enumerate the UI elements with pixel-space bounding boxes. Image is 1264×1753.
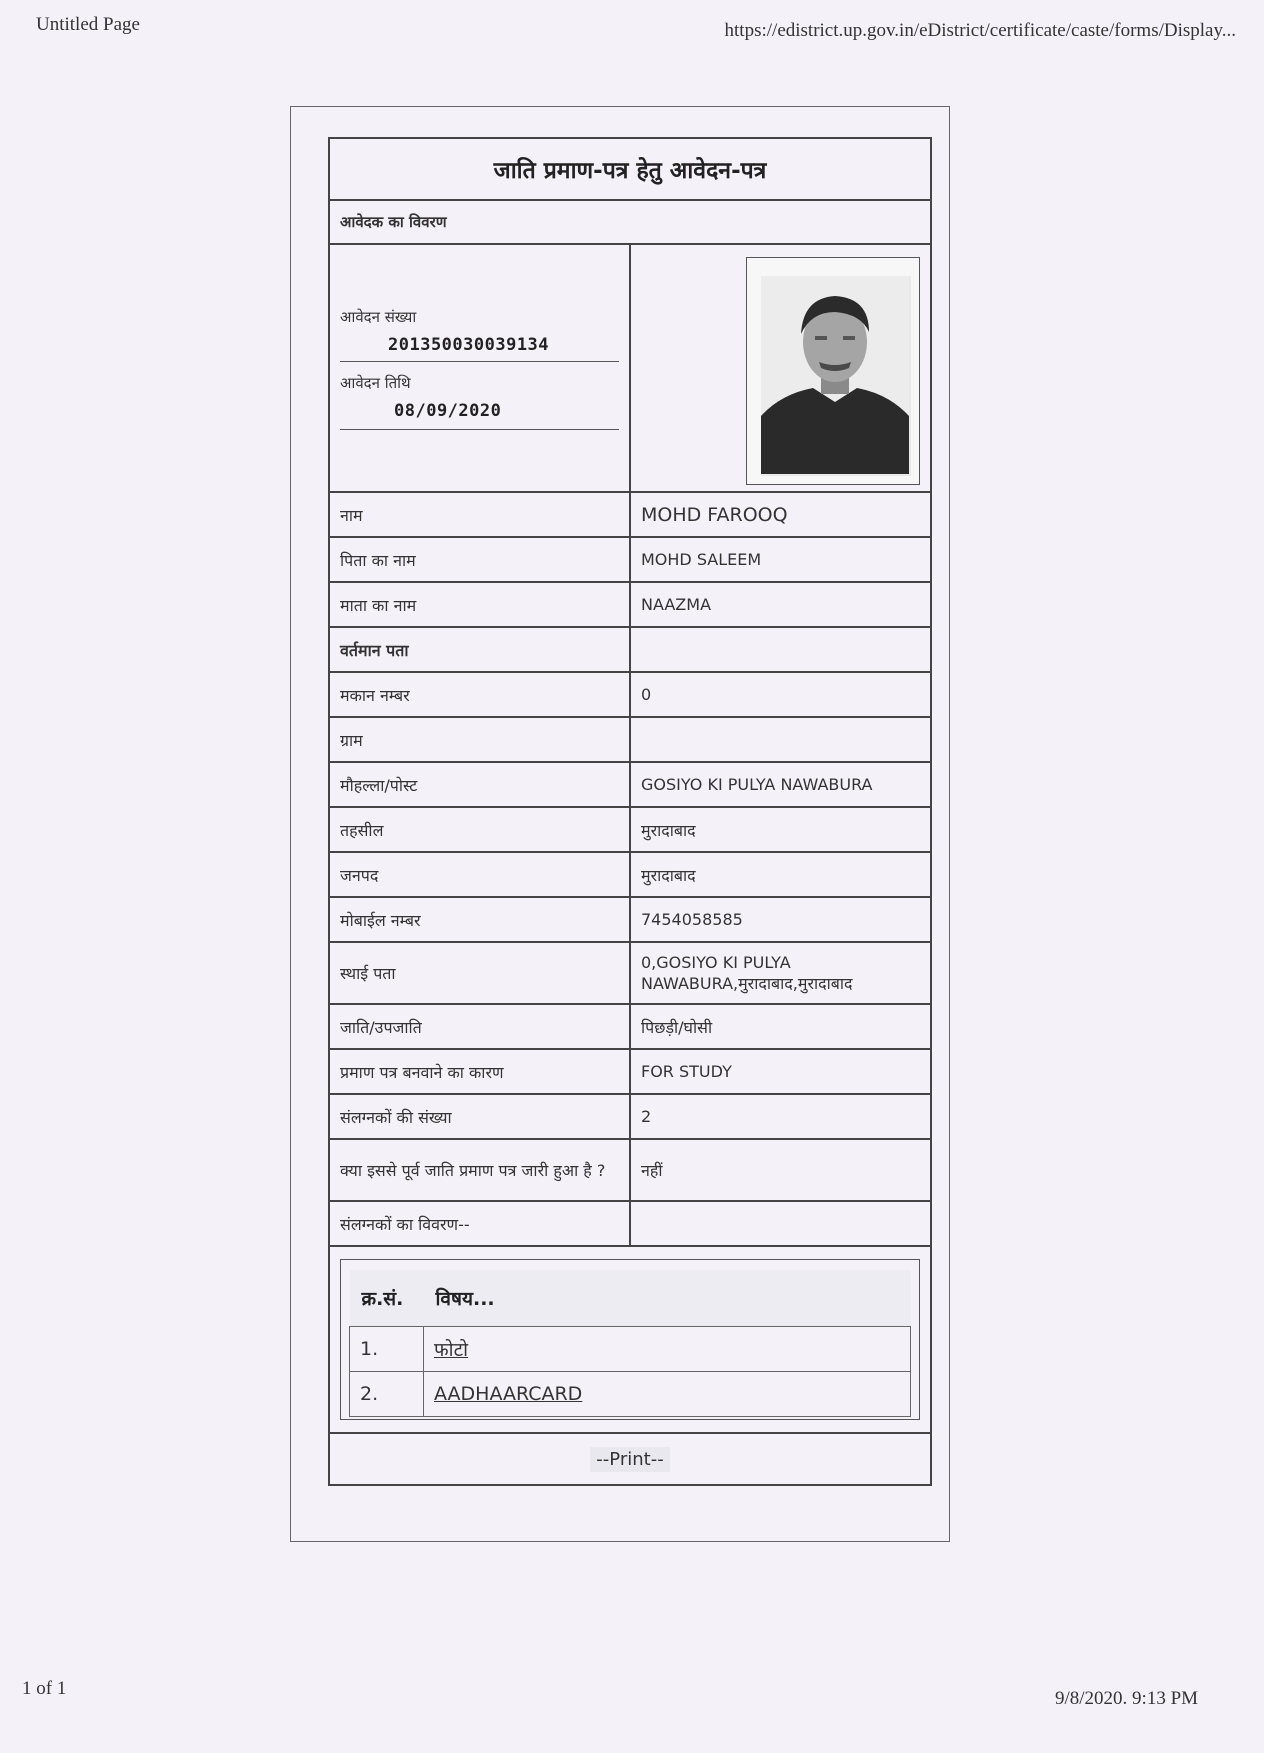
caste-application-form <box>328 137 932 1486</box>
field-label: जाति/उपजाति <box>329 1004 630 1049</box>
field-label: वर्तमान पता <box>329 627 630 672</box>
field-value-village <box>630 717 931 762</box>
field-value-previous-certificate: नहीं <box>630 1139 931 1201</box>
page-count: 1 of 1 <box>22 1678 67 1699</box>
browser-page-title: Untitled Page <box>36 14 140 35</box>
attachment-number: 2. <box>350 1372 424 1417</box>
field-value-name: MOHD FAROOQ <box>630 492 931 537</box>
attachment-subject-cell <box>424 1372 911 1417</box>
field-value-reason: FOR STUDY <box>630 1049 931 1094</box>
section-heading: आवेदक का विवरण <box>329 200 931 244</box>
attachments-table <box>349 1270 911 1417</box>
field-label: संलग्नकों की संख्या <box>329 1094 630 1139</box>
application-info <box>329 244 630 492</box>
attachments-header-number: क्र.सं. <box>350 1270 424 1327</box>
application-date-label: आवेदन तिथि <box>340 374 411 392</box>
photo-frame <box>746 257 920 485</box>
field-label: मकान नम्बर <box>329 672 630 717</box>
field-value-attachment-details <box>630 1201 931 1246</box>
form-title: जाति प्रमाण-पत्र हेतु आवेदन-पत्र <box>329 138 931 200</box>
field-label: प्रमाण पत्र बनवाने का कारण <box>329 1049 630 1094</box>
field-value-tehsil: मुरादाबाद <box>630 807 931 852</box>
field-label: तहसील <box>329 807 630 852</box>
attachment-subject-cell <box>424 1327 911 1372</box>
photo-cell <box>630 244 931 492</box>
attachment-link-aadhaar[interactable]: AADHAARCARD <box>434 1383 583 1405</box>
table-row <box>350 1327 911 1372</box>
application-number: 201350030039134 <box>388 335 550 355</box>
field-label: ग्राम <box>329 717 630 762</box>
applicant-photo-icon <box>761 276 911 476</box>
field-value-house-number: 0 <box>630 672 931 717</box>
field-value-mother-name: NAAZMA <box>630 582 931 627</box>
field-value-locality: GOSIYO KI PULYA NAWABURA <box>630 762 931 807</box>
print-button[interactable]: --Print-- <box>590 1447 669 1472</box>
field-label: मौहल्ला/पोस्ट <box>329 762 630 807</box>
application-number-label: आवेदन संख्या <box>340 308 417 326</box>
field-label: नाम <box>329 492 630 537</box>
field-label: मोबाईल नम्बर <box>329 897 630 942</box>
field-value-attachment-count: 2 <box>630 1094 931 1139</box>
field-label: क्या इससे पूर्व जाति प्रमाण पत्र जारी हुआ है ? <box>329 1139 630 1201</box>
field-label: माता का नाम <box>329 582 630 627</box>
field-value-father-name: MOHD SALEEM <box>630 537 931 582</box>
application-date: 08/09/2020 <box>394 401 502 421</box>
field-value-district: मुरादाबाद <box>630 852 931 897</box>
print-cell <box>329 1433 931 1485</box>
browser-url: https://edistrict.up.gov.in/eDistrict/certificate/caste/forms/Display... <box>724 20 1236 41</box>
attachment-number: 1. <box>350 1327 424 1372</box>
attachments-section <box>329 1246 931 1433</box>
field-label: जनपद <box>329 852 630 897</box>
field-value-mobile: 7454058585 <box>630 897 931 942</box>
attachments-box <box>340 1259 920 1420</box>
field-label: पिता का नाम <box>329 537 630 582</box>
divider <box>340 429 619 430</box>
field-value-permanent-address: 0,GOSIYO KI PULYA NAWABURA,मुरादाबाद,मुरादाबाद <box>630 942 931 1004</box>
field-value-caste: पिछड़ी/घोसी <box>630 1004 931 1049</box>
field-value-current-address <box>630 627 931 672</box>
divider <box>340 361 619 362</box>
print-timestamp: 9/8/2020. 9:13 PM <box>1055 1688 1199 1709</box>
attachments-header-subject: विषय... <box>424 1270 911 1327</box>
field-label: संलग्नकों का विवरण-- <box>329 1201 630 1246</box>
table-row <box>350 1372 911 1417</box>
field-label: स्थाई पता <box>329 942 630 1004</box>
attachment-link-photo[interactable]: फोटो <box>434 1339 469 1361</box>
